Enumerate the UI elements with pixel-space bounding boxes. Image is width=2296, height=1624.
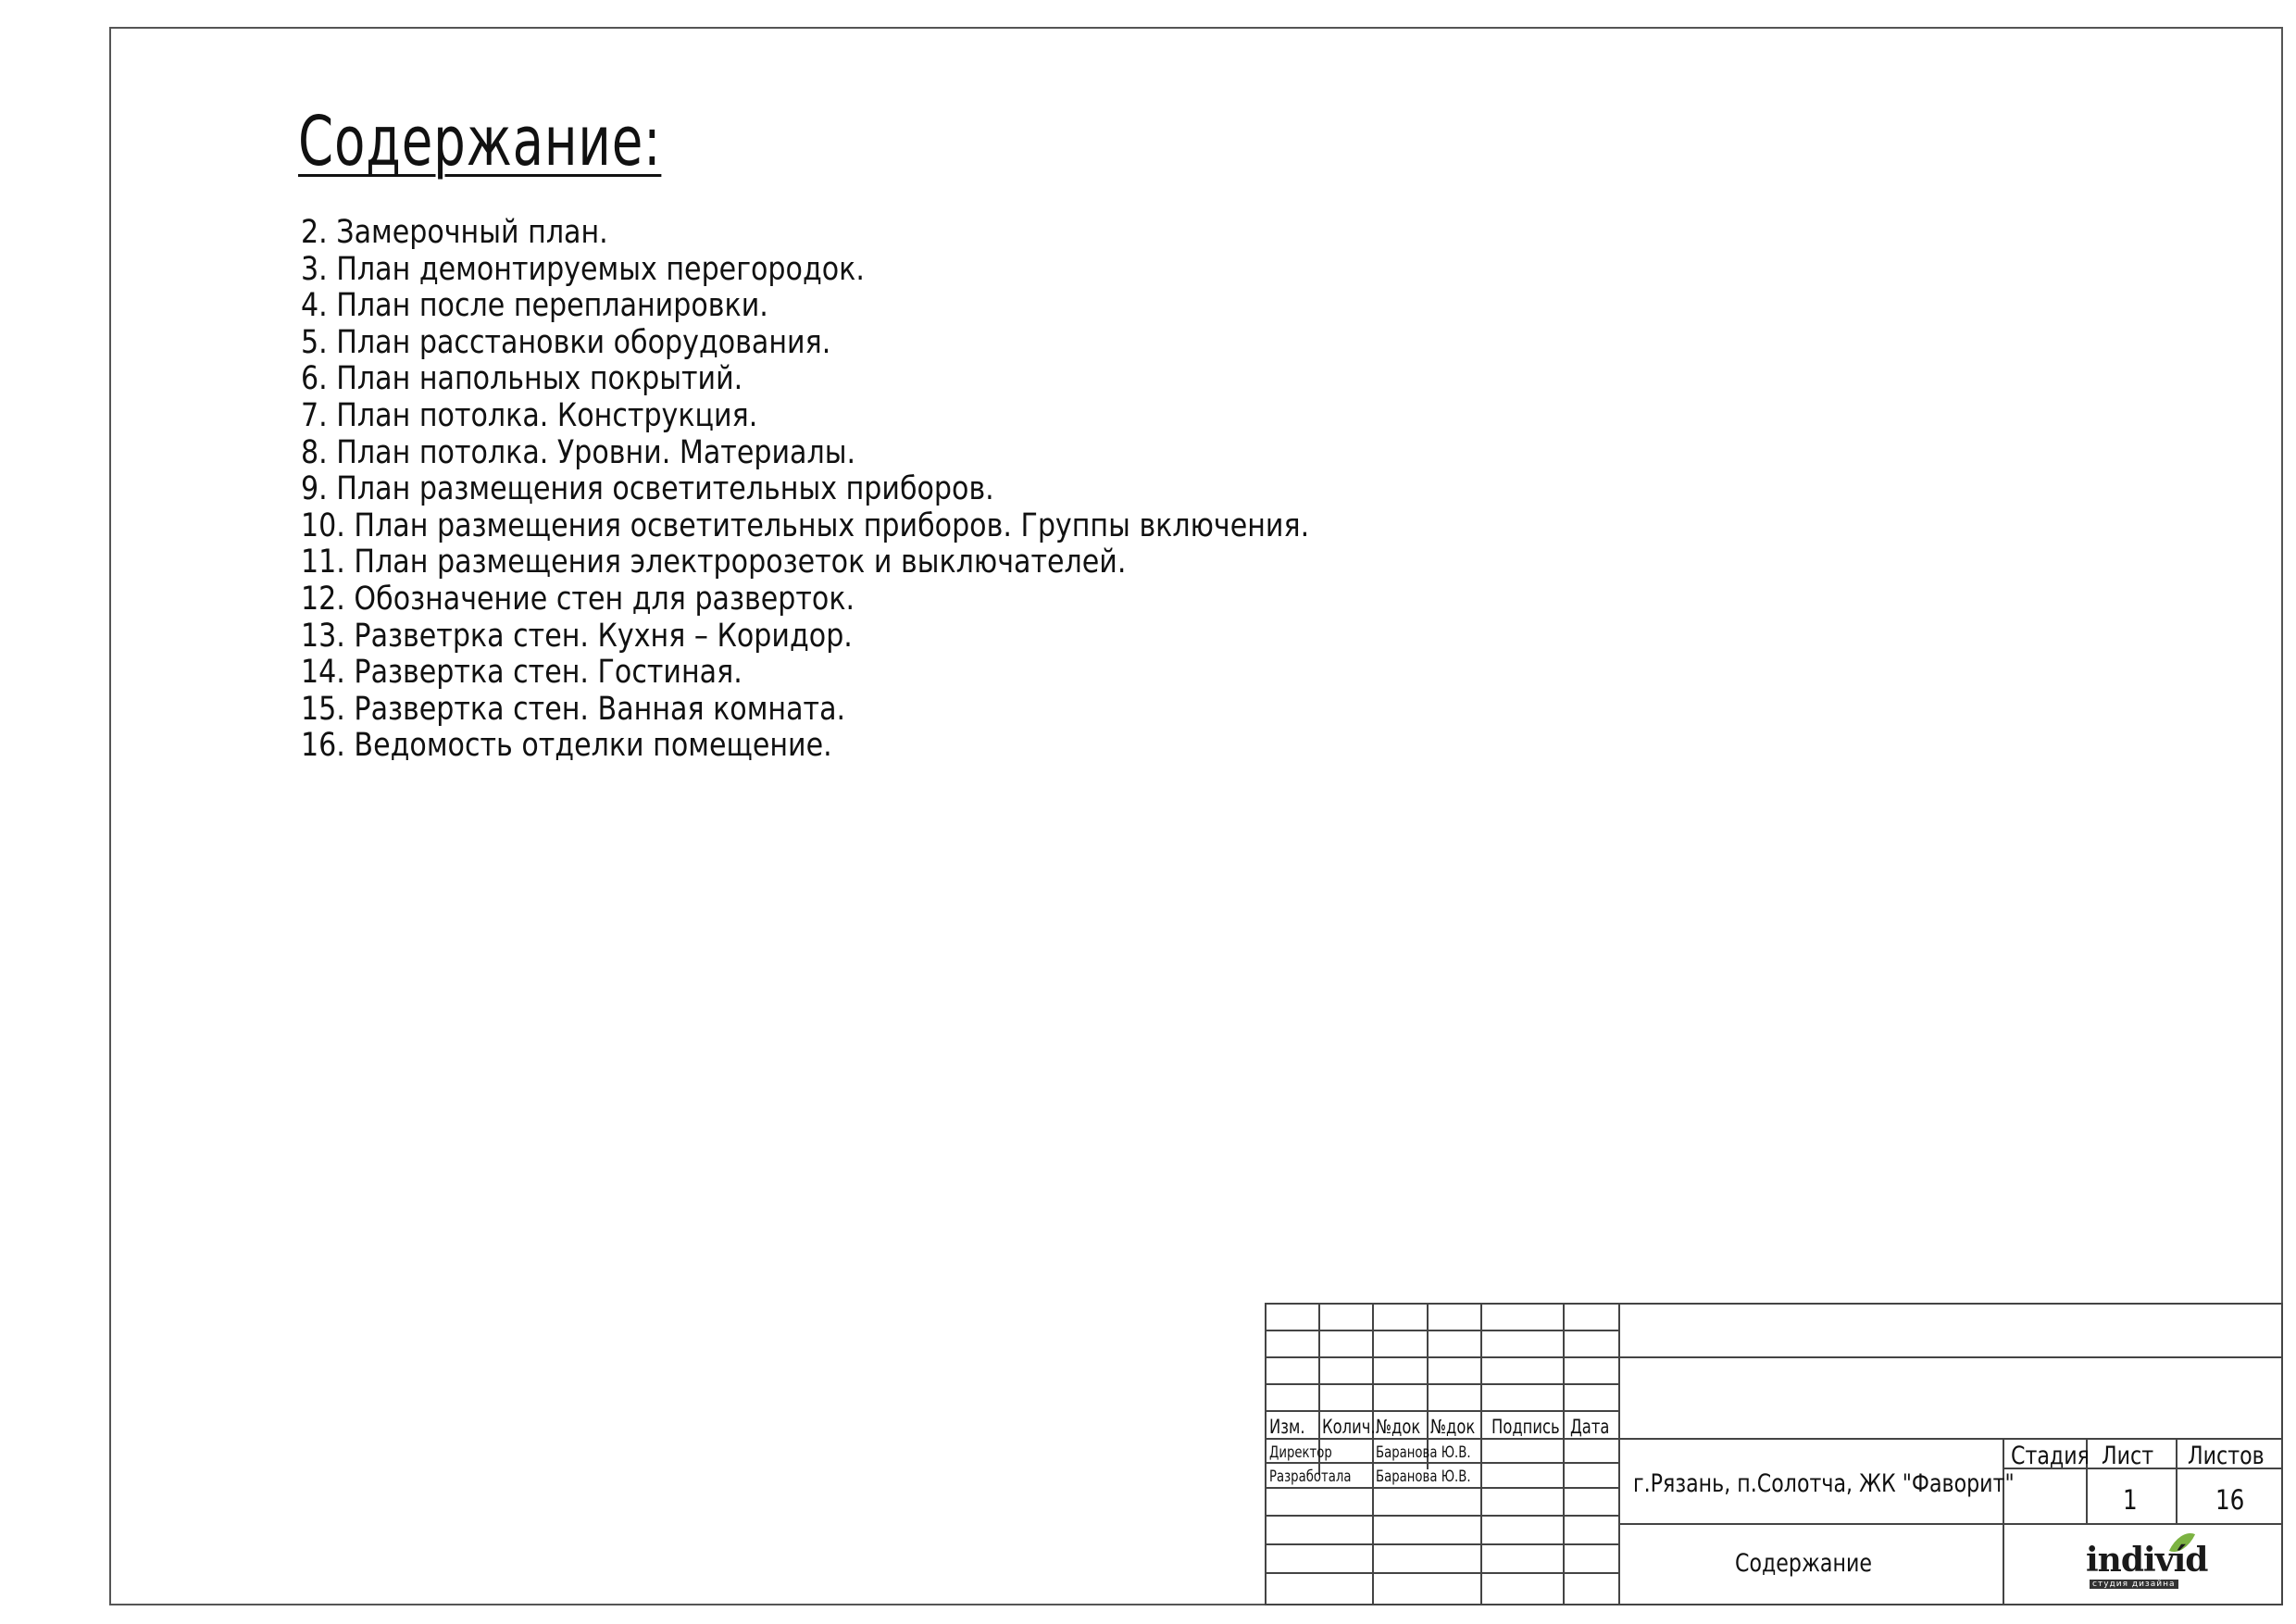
table-of-contents	[301, 215, 1309, 765]
toc-item: 3. План демонтируемых перегородок.	[301, 250, 865, 288]
project-address: г.Рязань, п.Солотча, ЖК "Фаворит"	[1633, 1469, 2015, 1498]
sheet-title: Содержание	[1735, 1549, 1872, 1578]
role-director: Директор	[1269, 1443, 1332, 1462]
toc-item: 15. Развертка стен. Ванная комната.	[301, 690, 846, 728]
name-director: Баранова Ю.В.	[1376, 1443, 1471, 1462]
name-developer: Баранова Ю.В.	[1376, 1468, 1471, 1486]
sheet-label: Лист	[2102, 1442, 2154, 1470]
col-izm: Изм.	[1269, 1416, 1305, 1438]
title-block	[1265, 1303, 2283, 1605]
page-title: Содержание:	[298, 102, 662, 181]
toc-item: 13. Разветрка стен. Кухня – Коридор.	[301, 617, 853, 655]
logo-wordmark: indivíd	[2086, 1541, 2208, 1580]
sheets-label: Листов	[2188, 1442, 2265, 1470]
toc-item: 11. План размещения электророзеток и выключателей.	[301, 543, 1127, 581]
role-developer: Разработала	[1269, 1468, 1352, 1486]
col-ndoc-2: №док	[1430, 1416, 1476, 1438]
toc-item: 4. План после перепланировки.	[301, 287, 768, 325]
toc-item: 10. План размещения осветительных приборов. Группы включения.	[301, 506, 1310, 544]
toc-item: 12. Обозначение стен для разверток.	[301, 580, 855, 618]
toc-item: 6. План напольных покрытий.	[301, 360, 743, 398]
logo-subtitle: студия дизайна	[2090, 1580, 2178, 1589]
toc-item: 5. План расстановки оборудования.	[301, 323, 831, 361]
studio-logo	[2086, 1530, 2211, 1594]
col-kol: Колич.	[1322, 1416, 1376, 1438]
sheet-number: 1	[2123, 1484, 2138, 1516]
col-ndoc: №док	[1376, 1416, 1421, 1438]
toc-item: 2. Замерочный план.	[301, 214, 608, 251]
toc-item: 14. Развертка стен. Гостиная.	[301, 654, 742, 692]
col-data: Дата	[1570, 1416, 1610, 1438]
stage-label: Стадия	[2011, 1442, 2090, 1470]
toc-item: 16. Ведомость отделки помещение.	[301, 727, 832, 765]
sheets-total: 16	[2215, 1484, 2245, 1516]
toc-item: 9. План размещения осветительных приборов.	[301, 470, 994, 508]
toc-item: 8. План потолка. Уровни. Материалы.	[301, 433, 856, 471]
col-podpis: Подпись	[1491, 1416, 1560, 1438]
toc-item: 7. План потолка. Конструкция.	[301, 396, 758, 434]
